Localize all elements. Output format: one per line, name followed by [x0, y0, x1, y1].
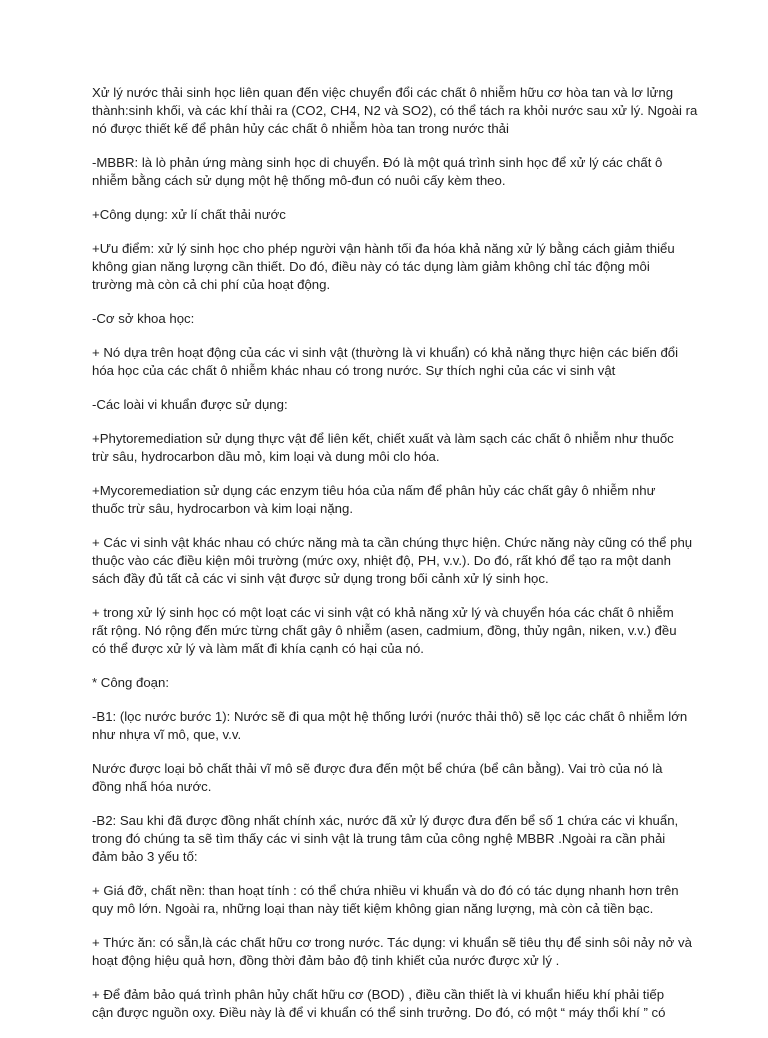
- paragraph: [92, 708, 688, 744]
- text-line: +Phytoremediation sử dụng thực vật để liên kết, chiết xuất và làm sạch các chất ô nhiễm như thuốc: [92, 431, 674, 446]
- paragraph: [92, 674, 688, 692]
- text-line: + Các vi sinh vật khác nhau có chức năng mà ta cần chúng thực hiện. Chức năng này cũng có thể phụ: [92, 535, 693, 550]
- paragraph: [92, 396, 688, 414]
- paragraph: [92, 482, 688, 518]
- text-line: hóa học của các chất ô nhiễm khác nhau có trong nước. Sự thích nghi của các vi sinh vật: [92, 363, 616, 378]
- paragraph: [92, 986, 688, 1022]
- paragraph: [92, 310, 688, 328]
- paragraph: [92, 534, 693, 588]
- text-line: +Ưu điểm: xử lý sinh học cho phép người vận hành tối đa hóa khả năng xử lý bằng cách giảm thiểu: [92, 241, 675, 256]
- text-line: -MBBR: là lò phản ứng màng sinh học di chuyển. Đó là một quá trình sinh học để xử lý các chất ô: [92, 155, 663, 170]
- text-line: + trong xử lý sinh học có một loạt các vi sinh vật có khả năng xử lý và chuyển hóa các chất ô nhiễm: [92, 605, 674, 620]
- text-line: đảm bảo 3 yếu tố:: [92, 849, 198, 864]
- text-line: +Mycoremediation sử dụng các enzym tiêu hóa của nấm để phân hủy các chất gây ô nhiễm như: [92, 483, 656, 498]
- text-line: thành:sinh khối, và các khí thải ra (CO2, CH4, N2 và SO2), có thể tách ra khỏi nước sau xử lý. Ngoài ra: [92, 103, 698, 118]
- paragraph: [92, 604, 688, 658]
- text-line: -B2: Sau khi đã được đồng nhất chính xác, nước đã xử lý được đưa đến bể số 1 chứa các vi khuẩn,: [92, 813, 679, 828]
- text-line: -B1: (lọc nước bước 1): Nước sẽ đi qua một hệ thống lưới (nước thải thô) sẽ lọc các chất ô nhiễm lớn: [92, 709, 688, 724]
- text-line: trường mà còn cả chi phí của hoạt động.: [92, 277, 331, 292]
- text-line: hoạt động hiệu quả hơn, đồng thời đảm bảo độ tinh khiết của nước được xử lý .: [92, 953, 560, 968]
- paragraph: [92, 812, 688, 866]
- text-line: + Để đảm bảo quá trình phân hủy chất hữu cơ (BOD) , điều cần thiết là vi khuẩn hiếu khí phải tiếp: [92, 987, 665, 1002]
- text-line: cận được nguồn oxy. Điều này là để vi khuẩn có thể sinh trưởng. Do đó, có một “ máy thổi khí ” có: [92, 1005, 666, 1020]
- text-line: có thể được xử lý và làm mất đi khía cạnh có hại của nó.: [92, 641, 424, 656]
- text-line: -Các loài vi khuẩn được sử dụng:: [92, 397, 288, 412]
- paragraph: [92, 240, 688, 294]
- text-line: rất rộng. Nó rộng đến mức từng chất gây ô nhiễm (asen, cadmium, đồng, thủy ngân, niken, v.v.) đều: [92, 623, 677, 638]
- text-line: nhiễm bằng cách sử dụng một hệ thống mô-đun có nuôi cấy kèm theo.: [92, 173, 506, 188]
- text-line: +Công dụng: xử lí chất thải nước: [92, 207, 286, 222]
- text-line: quy mô lớn. Ngoài ra, những loại than này tiết kiệm không gian năng lượng, mà còn cả tiền bạc.: [92, 901, 654, 916]
- text-line: Xử lý nước thải sinh học liên quan đến việc chuyển đổi các chất ô nhiễm hữu cơ hòa tan và lơ lửng: [92, 85, 674, 100]
- paragraph: [92, 154, 688, 190]
- paragraph: [92, 344, 688, 380]
- paragraph: [92, 934, 692, 970]
- text-line: + Giá đỡ, chất nền: than hoạt tính : có thể chứa nhiều vi khuẩn và do đó có tác dụng nhanh hơn trên: [92, 883, 679, 898]
- text-line: không gian năng lượng cần thiết. Do đó, điều này có tác dụng làm giảm không chỉ tác động môi: [92, 259, 650, 274]
- text-line: như nhựa vĩ mô, que, v.v.: [92, 727, 242, 742]
- text-line: đồng nhấ hóa nước.: [92, 779, 212, 794]
- text-line: nó được thiết kế để phân hủy các chất ô nhiễm hòa tan trong nước thải: [92, 121, 509, 136]
- text-line: thuốc trừ sâu, hydrocarbon và kim loại nặng.: [92, 501, 353, 516]
- text-line: + Thức ăn: có sẵn,là các chất hữu cơ trong nước. Tác dụng: vi khuẩn sẽ tiêu thụ để sinh sôi nảy nở và: [92, 935, 692, 950]
- paragraph: [92, 760, 688, 796]
- paragraph: [92, 84, 698, 138]
- text-line: trong đó chúng ta sẽ tìm thấy các vi sinh vật là trung tâm của công nghệ MBBR .Ngoài ra cần phải: [92, 831, 666, 846]
- text-line: + Nó dựa trên hoạt động của các vi sinh vật (thường là vi khuẩn) có khả năng thực hiện các biến đổi: [92, 345, 679, 360]
- text-line: trừ sâu, hydrocarbon dầu mỏ, kim loại và dung môi clo hóa.: [92, 449, 440, 464]
- text-line: sách đầy đủ tất cả các vi sinh vật được sử dụng trong bối cảnh xử lý sinh học.: [92, 571, 549, 586]
- text-line: Nước được loại bỏ chất thải vĩ mô sẽ được đưa đến một bể chứa (bể cân bằng). Vai trò của nó là: [92, 761, 663, 776]
- text-line: thuộc vào các điều kiện môi trường (mức oxy, nhiệt độ, PH, v.v.). Do đó, rất khó để tạo ra một danh: [92, 553, 671, 568]
- text-line: * Công đoạn:: [92, 675, 169, 690]
- paragraph: [92, 430, 688, 466]
- document-page: [92, 84, 698, 1038]
- paragraph: [92, 882, 688, 918]
- text-line: -Cơ sở khoa học:: [92, 311, 195, 326]
- paragraph: [92, 206, 688, 224]
